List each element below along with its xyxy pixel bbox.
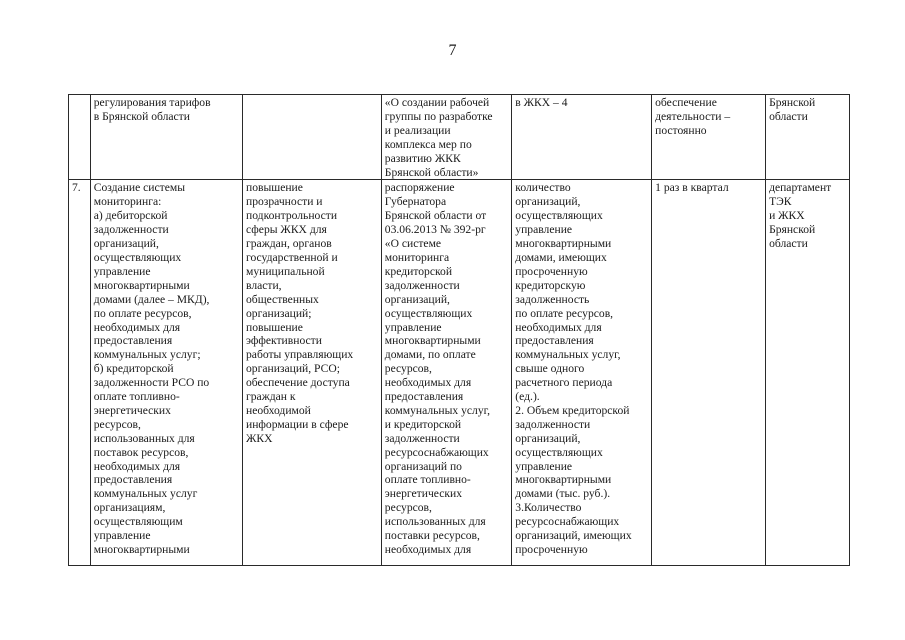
activity-cell: Создание системы мониторинга: а) дебиторской задолженности организаций, осуществляющих управление многоквартирными домами (далее – МКД), по оплате ресурсов, необходимых для предоставления коммунальных услуг; б) кредиторской задолженности РСО по оплате топливно- энергетических ресурсов, использованных для поставок ресурсов, необходимых для предоставления коммунальных услуг организациям, осуществляющим управление многоквартирными xyxy=(90,180,242,566)
row-number-cell: 7. xyxy=(69,180,91,566)
term-cell: обеспечение деятельности – постоянно xyxy=(652,95,766,180)
indicator-cell: количество организаций, осуществляющих управление многоквартирными домами, имеющих просроченную кредиторскую задолженность по оплате ресурсов, необходимых для предоставления коммунальных услуг, свыше одного расчетного периода (ед.). 2. Объем кредиторской задолженности организаций, осуществляющих управление многоквартирными домами (тыс. руб.). 3.Количество ресурсоснабжающих организаций, имеющих просроченную xyxy=(512,180,652,566)
table-row xyxy=(69,180,850,566)
measures-table xyxy=(68,94,850,566)
goal-cell xyxy=(243,95,382,180)
row-number-cell xyxy=(69,95,91,180)
responsible-cell: Брянской области xyxy=(766,95,850,180)
responsible-cell: департамент ТЭК и ЖКХ Брянской области xyxy=(766,180,850,566)
page-number: 7 xyxy=(448,42,457,59)
table-row xyxy=(69,95,850,180)
indicator-cell: в ЖКХ – 4 xyxy=(512,95,652,180)
document-cell: «О создании рабочей группы по разработке и реализации комплекса мер по развитию ЖКК Брянской области» xyxy=(381,95,512,180)
activity-cell: регулирования тарифов в Брянской области xyxy=(90,95,242,180)
term-cell: 1 раз в квартал xyxy=(652,180,766,566)
goal-cell: повышение прозрачности и подконтрольности сферы ЖКХ для граждан, органов государственной и муниципальной власти, общественных организаций; повышение эффективности работы управляющих организаций, РСО; обеспечение доступа граждан к необходимой информации в сфере ЖКХ xyxy=(243,180,382,566)
document-cell: распоряжение Губернатора Брянской области от 03.06.2013 № 392-рг «О системе мониторинга кредиторской задолженности организаций, осуществляющих управление многоквартирными домами, по оплате ресурсов, необходимых для предоставления коммунальных услуг, и кредиторской задолженности ресурсоснабжающих организаций по оплате топливно- энергетических ресурсов, использованных для поставки ресурсов, необходимых для xyxy=(381,180,512,566)
